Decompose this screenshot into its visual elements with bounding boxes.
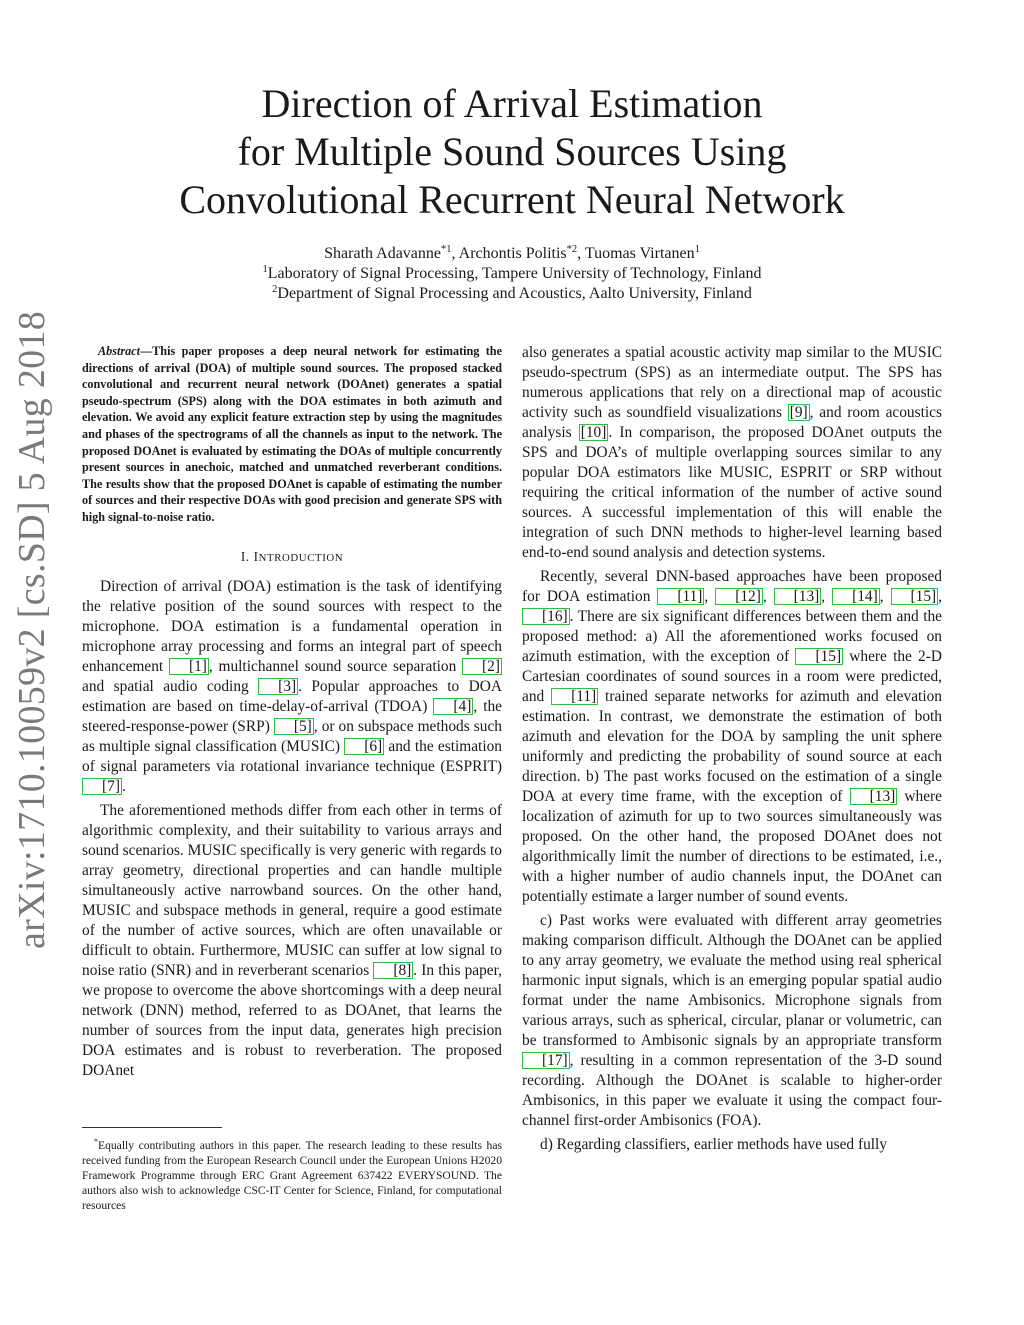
text-run: also generates a spatial acoustic activity map similar to the MUSIC pseudo-spectrum (SPS) as an intermediate output. The SPS has numerous applications that rely on a directional map of acoustic activity such as soundfield visualizations bbox=[522, 344, 942, 421]
author-names bbox=[112, 244, 912, 264]
citation-link[interactable]: [8] bbox=[373, 962, 413, 979]
affiliation-text: Department of Signal Processing and Acoustics, Aalto University, Finland bbox=[277, 285, 752, 302]
text-run: . In this paper, we propose to overcome the above shortcomings with a deep neural network (DNN) method, referred to as DOAnet, that learns the number of sources from the input data, generates high precision DOA estimates and is robust to reverberation. The proposed DOAnet bbox=[82, 961, 502, 1079]
paper-title bbox=[112, 80, 912, 224]
citation-link[interactable]: [9] bbox=[789, 404, 808, 421]
text-run: . Popular approaches to DOA estimation are based on time-delay-of-arrival (TDOA) bbox=[82, 677, 503, 715]
affiliation-2 bbox=[112, 284, 912, 304]
abstract-text: This paper proposes a deep neural network for estimating the directions of arrival (DOA) of multiple sound sources. The proposed stacked convolutional and recurrent neural network (DOAnet) generates a spatial pseudo-spectrum (SPS) along with the DOA estimates in both azimuth and elevation. We avoid any explicit feature extraction step by using the magnitudes and phases of the spectrograms of all the channels as input to the network. The proposed DOAnet is evaluated by estimating the DOAs of multiple concurrently present sources in anechoic, matched and unmatched reverberant conditions. The results show that the proposed DOAnet is capable of estimating the number of sources and their respective DOAs with good precision and generate SPS with high signal-to-noise ratio. bbox=[82, 344, 502, 524]
affiliation-mark: 2 bbox=[272, 284, 278, 295]
arxiv-identifier: arXiv:1710.10059v2 [cs.SD] 5 Aug 2018 bbox=[11, 310, 53, 950]
citation-link[interactable]: [4] bbox=[433, 698, 473, 715]
intro-paragraph-1 bbox=[82, 577, 502, 797]
text-run: and spatial audio coding bbox=[82, 677, 259, 695]
text-run: . There are six significant differences between them and the proposed method: a) All the aforementioned works focused on azimuth estimation, with the exception of bbox=[522, 608, 942, 665]
abstract bbox=[82, 343, 502, 526]
author-name: Sharath Adavanne bbox=[324, 245, 442, 262]
citation-link[interactable]: [13] bbox=[774, 588, 822, 605]
citation-link[interactable]: [1] bbox=[169, 658, 209, 675]
text-run: where localization of azimuth for up to two sources simultaneously was proposed. On the other hand, the proposed DOAnet does not algorithmically limit the number of directions to be estimated, i.e., with a higher number of audio channels input, the DOAnet can potentially estimate a larger number of sound events. bbox=[522, 788, 942, 905]
right-paragraph-1 bbox=[522, 343, 942, 563]
citation-link[interactable]: [11] bbox=[551, 688, 598, 705]
title-line: for Multiple Sound Sources Using bbox=[237, 129, 787, 174]
author-affiliation-mark: *1 bbox=[441, 244, 452, 255]
affiliation-text: Laboratory of Signal Processing, Tampere University of Technology, Finland bbox=[267, 265, 762, 282]
footnote-area bbox=[82, 1127, 502, 1213]
citation-link[interactable]: [10] bbox=[580, 424, 607, 441]
right-column bbox=[522, 343, 942, 1155]
footnote bbox=[82, 1134, 502, 1213]
footnote-text: Equally contributing authors in this paper. The research leading to these results has received funding from the European Research Council under the European Unions H2020 Framework Programme through ERC Grant Agreement 637422 EVERYSOUND. The authors also wish to acknowledge CSC-IT Center for Science, Finland, for computational resources bbox=[82, 1138, 502, 1212]
citation-link[interactable]: [15] bbox=[891, 588, 939, 605]
author-separator: , bbox=[577, 245, 585, 262]
section-title-initial: I bbox=[253, 548, 259, 564]
citation-link[interactable]: [13] bbox=[850, 788, 898, 805]
section-heading-introduction bbox=[82, 548, 502, 567]
arxiv-side-stamp bbox=[8, 300, 56, 960]
intro-paragraph-2 bbox=[82, 801, 502, 1081]
text-run: , bbox=[762, 588, 774, 605]
footnote-rule bbox=[82, 1127, 222, 1128]
abstract-label: Abstract bbox=[98, 344, 140, 358]
text-run: Recently, several DNN-based approaches have been proposed for DOA estimation bbox=[522, 568, 942, 605]
text-run: d) Regarding classifiers, earlier methods have used fully bbox=[540, 1136, 888, 1153]
author-name: Tuomas Virtanen bbox=[584, 245, 695, 262]
text-run: , or on subspace methods such as multiple signal classification (MUSIC) bbox=[82, 717, 502, 755]
author-block bbox=[112, 244, 912, 304]
section-numeral: I. bbox=[240, 548, 254, 564]
author-separator: , bbox=[451, 245, 459, 262]
footnote-mark: * bbox=[94, 1137, 98, 1146]
text-run: , bbox=[938, 588, 943, 605]
text-run: Direction of arrival (DOA) estimation is the task of identifying the relative position of the sound sources with respect to the microphone. DOA estimation is a fundamental operation in microphone array processing and forms an integral part of speech enhancement bbox=[82, 577, 502, 675]
right-paragraph-2 bbox=[522, 567, 942, 907]
affiliation-mark: 1 bbox=[262, 264, 268, 275]
author-affiliation-mark: *2 bbox=[566, 244, 578, 255]
text-run: , multichannel sound source separation bbox=[208, 657, 463, 675]
right-paragraph-3 bbox=[522, 911, 942, 1131]
title-line: Convolutional Recurrent Neural Network bbox=[179, 177, 845, 222]
left-column bbox=[82, 343, 502, 1081]
author-affiliation-mark: 1 bbox=[694, 244, 700, 255]
text-run: trained separate networks for azimuth and elevation estimation. In contrast, we demonstrate the estimation of both azimuth and elevation for the DOA by sampling the unit sphere uniformly and predicting the probability of sound source at each direction. b) The past works focused on the estimation of a single DOA at every time frame, with the exception of bbox=[522, 688, 942, 805]
citation-link[interactable]: [15] bbox=[795, 648, 843, 665]
citation-link[interactable]: [7] bbox=[82, 778, 122, 795]
text-run: , bbox=[704, 588, 716, 605]
citation-link[interactable]: [12] bbox=[715, 588, 763, 605]
citation-link[interactable]: [3] bbox=[258, 678, 298, 695]
text-run: , bbox=[879, 588, 891, 605]
affiliation-1 bbox=[112, 264, 912, 284]
text-run: , bbox=[821, 588, 833, 605]
text-run: . In comparison, the proposed DOAnet outputs the SPS and DOA’s of multiple overlapping sources similar to any popular DOA estimators like MUSIC, ESPRIT or SRP without requiring the critical information of the number of active sound sources. A successful implementation of this will enable the integration of such DNN methods to higher-level learning based end-to-end sound analysis and detection systems. bbox=[522, 424, 942, 561]
text-run: c) Past works were evaluated with different array geometries making comparison difficult. Although the DOAnet can be applied to any array geometry, we evaluate the method using real spherical harmonic input signals, which is an emerging popular spatial audio format under the name Ambisonics. Microphone signals from various arrays, such as spherical, circular, planar or volumetric, can be transformed to Ambisonic signals by an appropriate transform bbox=[522, 912, 942, 1049]
citation-link[interactable]: [11] bbox=[657, 588, 704, 605]
section-title-rest: NTRODUCTION bbox=[258, 551, 344, 564]
citation-link[interactable]: [2] bbox=[462, 658, 502, 675]
text-run: The aforementioned methods differ from each other in terms of algorithmic complexity, and their suitability to various arrays and sound scenarios. MUSIC specifically is very generic with regards to array geometry, directional properties and can handle multiple simultaneously active narrowband sources. On the other hand, MUSIC and subspace methods in general, require a good estimate of the number of active sources, which are often unavailable or difficult to obtain. Furthermore, MUSIC can suffer at low signal to noise ratio (SNR) and in reverberant scenarios bbox=[82, 801, 502, 979]
abstract-dash: — bbox=[139, 344, 153, 358]
title-line: Direction of Arrival Estimation bbox=[261, 81, 763, 126]
citation-link[interactable]: [16] bbox=[522, 608, 570, 625]
citation-link[interactable]: [5] bbox=[274, 718, 314, 735]
author-name: Archontis Politis bbox=[458, 245, 567, 262]
text-run: , the steered-response-power (SRP) bbox=[82, 697, 502, 735]
text-run: , resulting in a common representation of the 3-D sound recording. Although the DOAnet is scalable to higher-order Ambisonics, in this paper we evaluate it using the compact four-channel first-order Ambisonics (FOA). bbox=[522, 1052, 942, 1129]
text-run: , and room acoustics analysis bbox=[522, 404, 942, 441]
text-run: where the 2-D Cartesian coordinates of sound sources in a room were predicted, and bbox=[522, 648, 942, 705]
citation-link[interactable]: [17] bbox=[522, 1052, 570, 1069]
citation-link[interactable]: [6] bbox=[344, 738, 384, 755]
right-paragraph-4 bbox=[522, 1135, 942, 1155]
text-run: and the estimation of signal parameters via rotational invariance technique (ESPRIT) bbox=[82, 737, 502, 775]
text-run: . bbox=[121, 777, 126, 795]
citation-link[interactable]: [14] bbox=[832, 588, 880, 605]
